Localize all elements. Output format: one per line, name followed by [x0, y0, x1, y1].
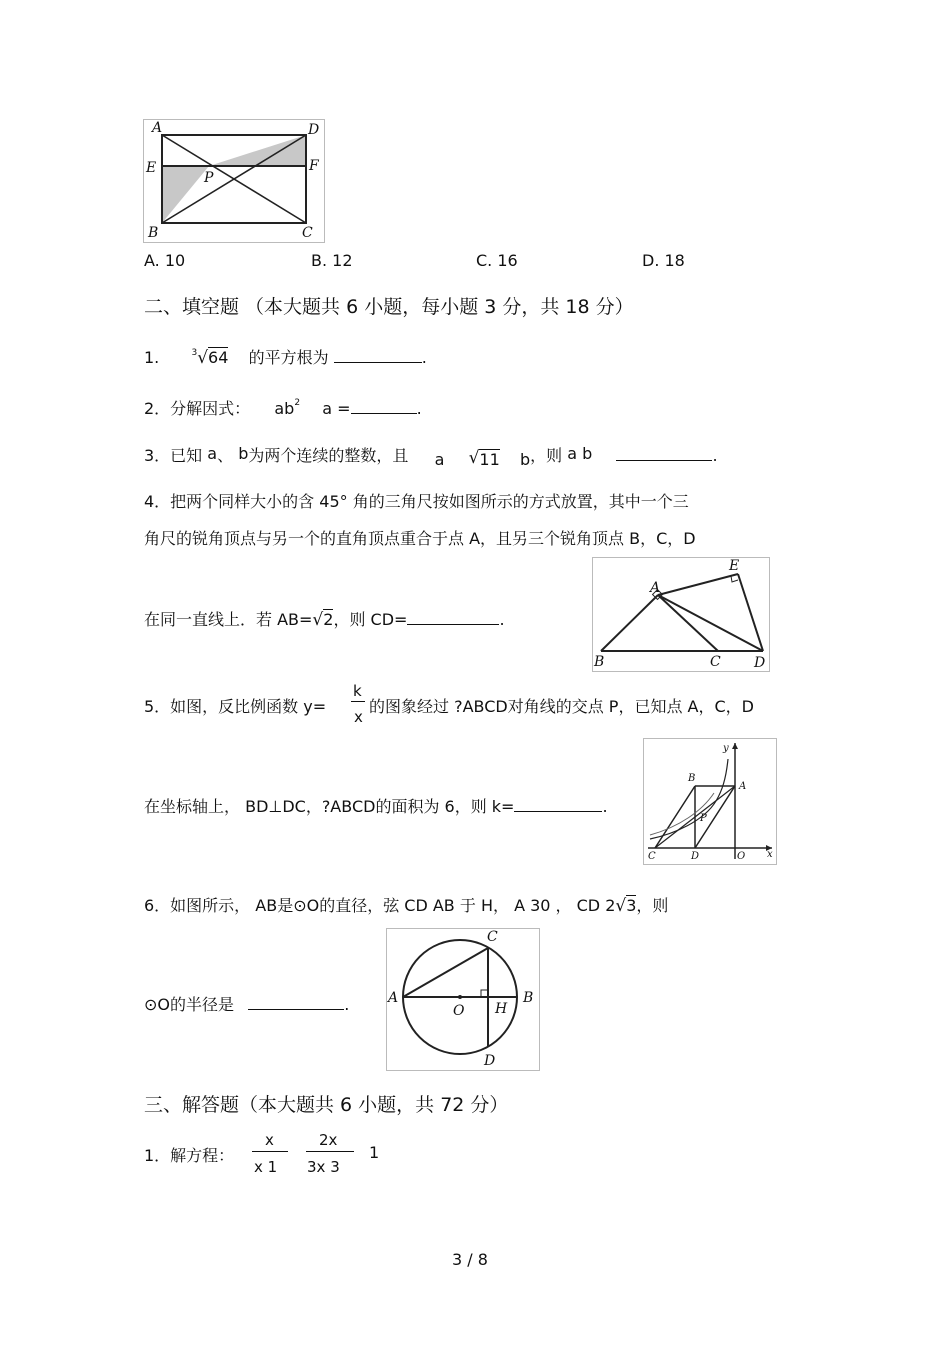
frac1-bar [252, 1151, 288, 1152]
label-B: B [523, 990, 534, 1006]
label-A: A [388, 990, 399, 1006]
label-C: C [487, 929, 498, 945]
triangles-figure [592, 557, 770, 672]
q2-blank [351, 397, 417, 414]
sec3-q1-label: 1．解方程： [144, 1146, 235, 1165]
q6-blank [248, 993, 344, 1010]
option-d: D. 18 [642, 251, 685, 270]
fill-q1: 1. $^3$√64 的平方根为 . [144, 348, 427, 368]
frac1-num: x [265, 1131, 274, 1149]
label-D: D [691, 851, 700, 862]
label-C: C [648, 851, 656, 862]
frac2-bar [306, 1151, 354, 1152]
q5-frac-den: x [354, 708, 363, 726]
radical-sign: √ [615, 896, 627, 916]
section-3-title: 三、解答题（本大题共 6 小题，共 72 分） [144, 1094, 509, 1116]
frac2-den: 3x 3 [307, 1158, 340, 1176]
q5-line2: 在坐标轴上， BD⊥DC，?ABCD的面积为 6，则 k= . [144, 797, 608, 816]
label-P: P [204, 170, 214, 186]
radical-sign: √ [312, 610, 324, 630]
q3-radicand: 11 [479, 450, 500, 469]
q5-line1a: 5．如图，反比例函数 y= [144, 697, 327, 716]
q5-frac-bar [351, 701, 365, 702]
label-C: C [302, 225, 313, 241]
label-A: A [739, 781, 747, 792]
option-a: A. 10 [144, 251, 186, 270]
option-c: C. 16 [476, 251, 518, 270]
q5-blank [514, 795, 602, 812]
equation-rhs: 1 [369, 1143, 380, 1162]
option-b: B. 12 [311, 251, 353, 270]
q2-expr2: a = [322, 399, 351, 418]
q2-label: 2．分解因式： [144, 399, 251, 418]
q1-number: 1. [144, 348, 160, 367]
q1-text: 的平方根为 [248, 348, 329, 367]
fill-q2: 2．分解因式： $ab^2$ a = . [144, 398, 422, 418]
q1-radicand: 64 [208, 348, 229, 367]
label-C: C [710, 654, 721, 670]
label-B: B [688, 773, 696, 784]
label-y: y [723, 743, 729, 754]
q3-label: 3．已知 [144, 446, 203, 465]
q4-line3: 在同一直线上．若 AB=√2，则 CD= . [144, 610, 505, 630]
label-A: A [650, 580, 661, 596]
label-A: A [152, 120, 163, 136]
radical-sign: √ [468, 448, 480, 468]
label-B: B [594, 654, 605, 670]
label-O: O [737, 851, 746, 862]
q6-line1: 6．如图所示， AB是⊙O的直径，弦 CD AB 于 H， A 30 ， CD 2√3，则 [144, 896, 669, 916]
label-E: E [146, 160, 157, 176]
section-2-title: 二、填空题 （本大题共 6 小题，每小题 3 分，共 18 分） [144, 296, 634, 318]
q1-root-index: 3 [191, 348, 198, 358]
circle-figure [386, 928, 540, 1071]
q6-line2: ⊙O的半径是 . [144, 995, 350, 1014]
q3-blank [616, 444, 712, 461]
label-D: D [308, 122, 320, 138]
coordinate-figure [643, 738, 777, 865]
label-D: D [754, 655, 766, 671]
label-P: P [700, 813, 707, 824]
frac2-num: 2x [319, 1131, 338, 1149]
radical-sign: √ [197, 348, 209, 368]
q2-expr: ab [274, 399, 295, 418]
label-F: F [309, 158, 319, 174]
label-O: O [453, 1003, 465, 1019]
q4-blank [407, 608, 499, 625]
fill-q3: 3．已知 a、 b为两个连续的整数，且 a √11 b，则 a b . [144, 444, 718, 469]
q4-line2: 角尺的锐角顶点与另一个的直角顶点重合于点 A，且另三个锐角顶点 B，C，D [144, 529, 696, 548]
q5-line1b: 的图象经过 ?ABCD对角线的交点 P，已知点 A，C，D [369, 697, 754, 716]
label-E: E [729, 558, 740, 574]
page-number: 3 / 8 [452, 1250, 488, 1269]
q5-frac-num: k [353, 682, 362, 700]
q1-blank [334, 346, 422, 363]
label-x: x [767, 849, 773, 860]
frac1-den: x 1 [254, 1158, 278, 1176]
q4-line1: 4．把两个同样大小的含 45° 角的三角尺按如图所示的方式放置，其中一个三 [144, 492, 689, 511]
label-B: B [148, 225, 159, 241]
q2-exp: 2 [294, 398, 301, 408]
rectangle-figure [143, 119, 325, 243]
label-D: D [484, 1053, 496, 1069]
label-H: H [495, 1001, 508, 1017]
